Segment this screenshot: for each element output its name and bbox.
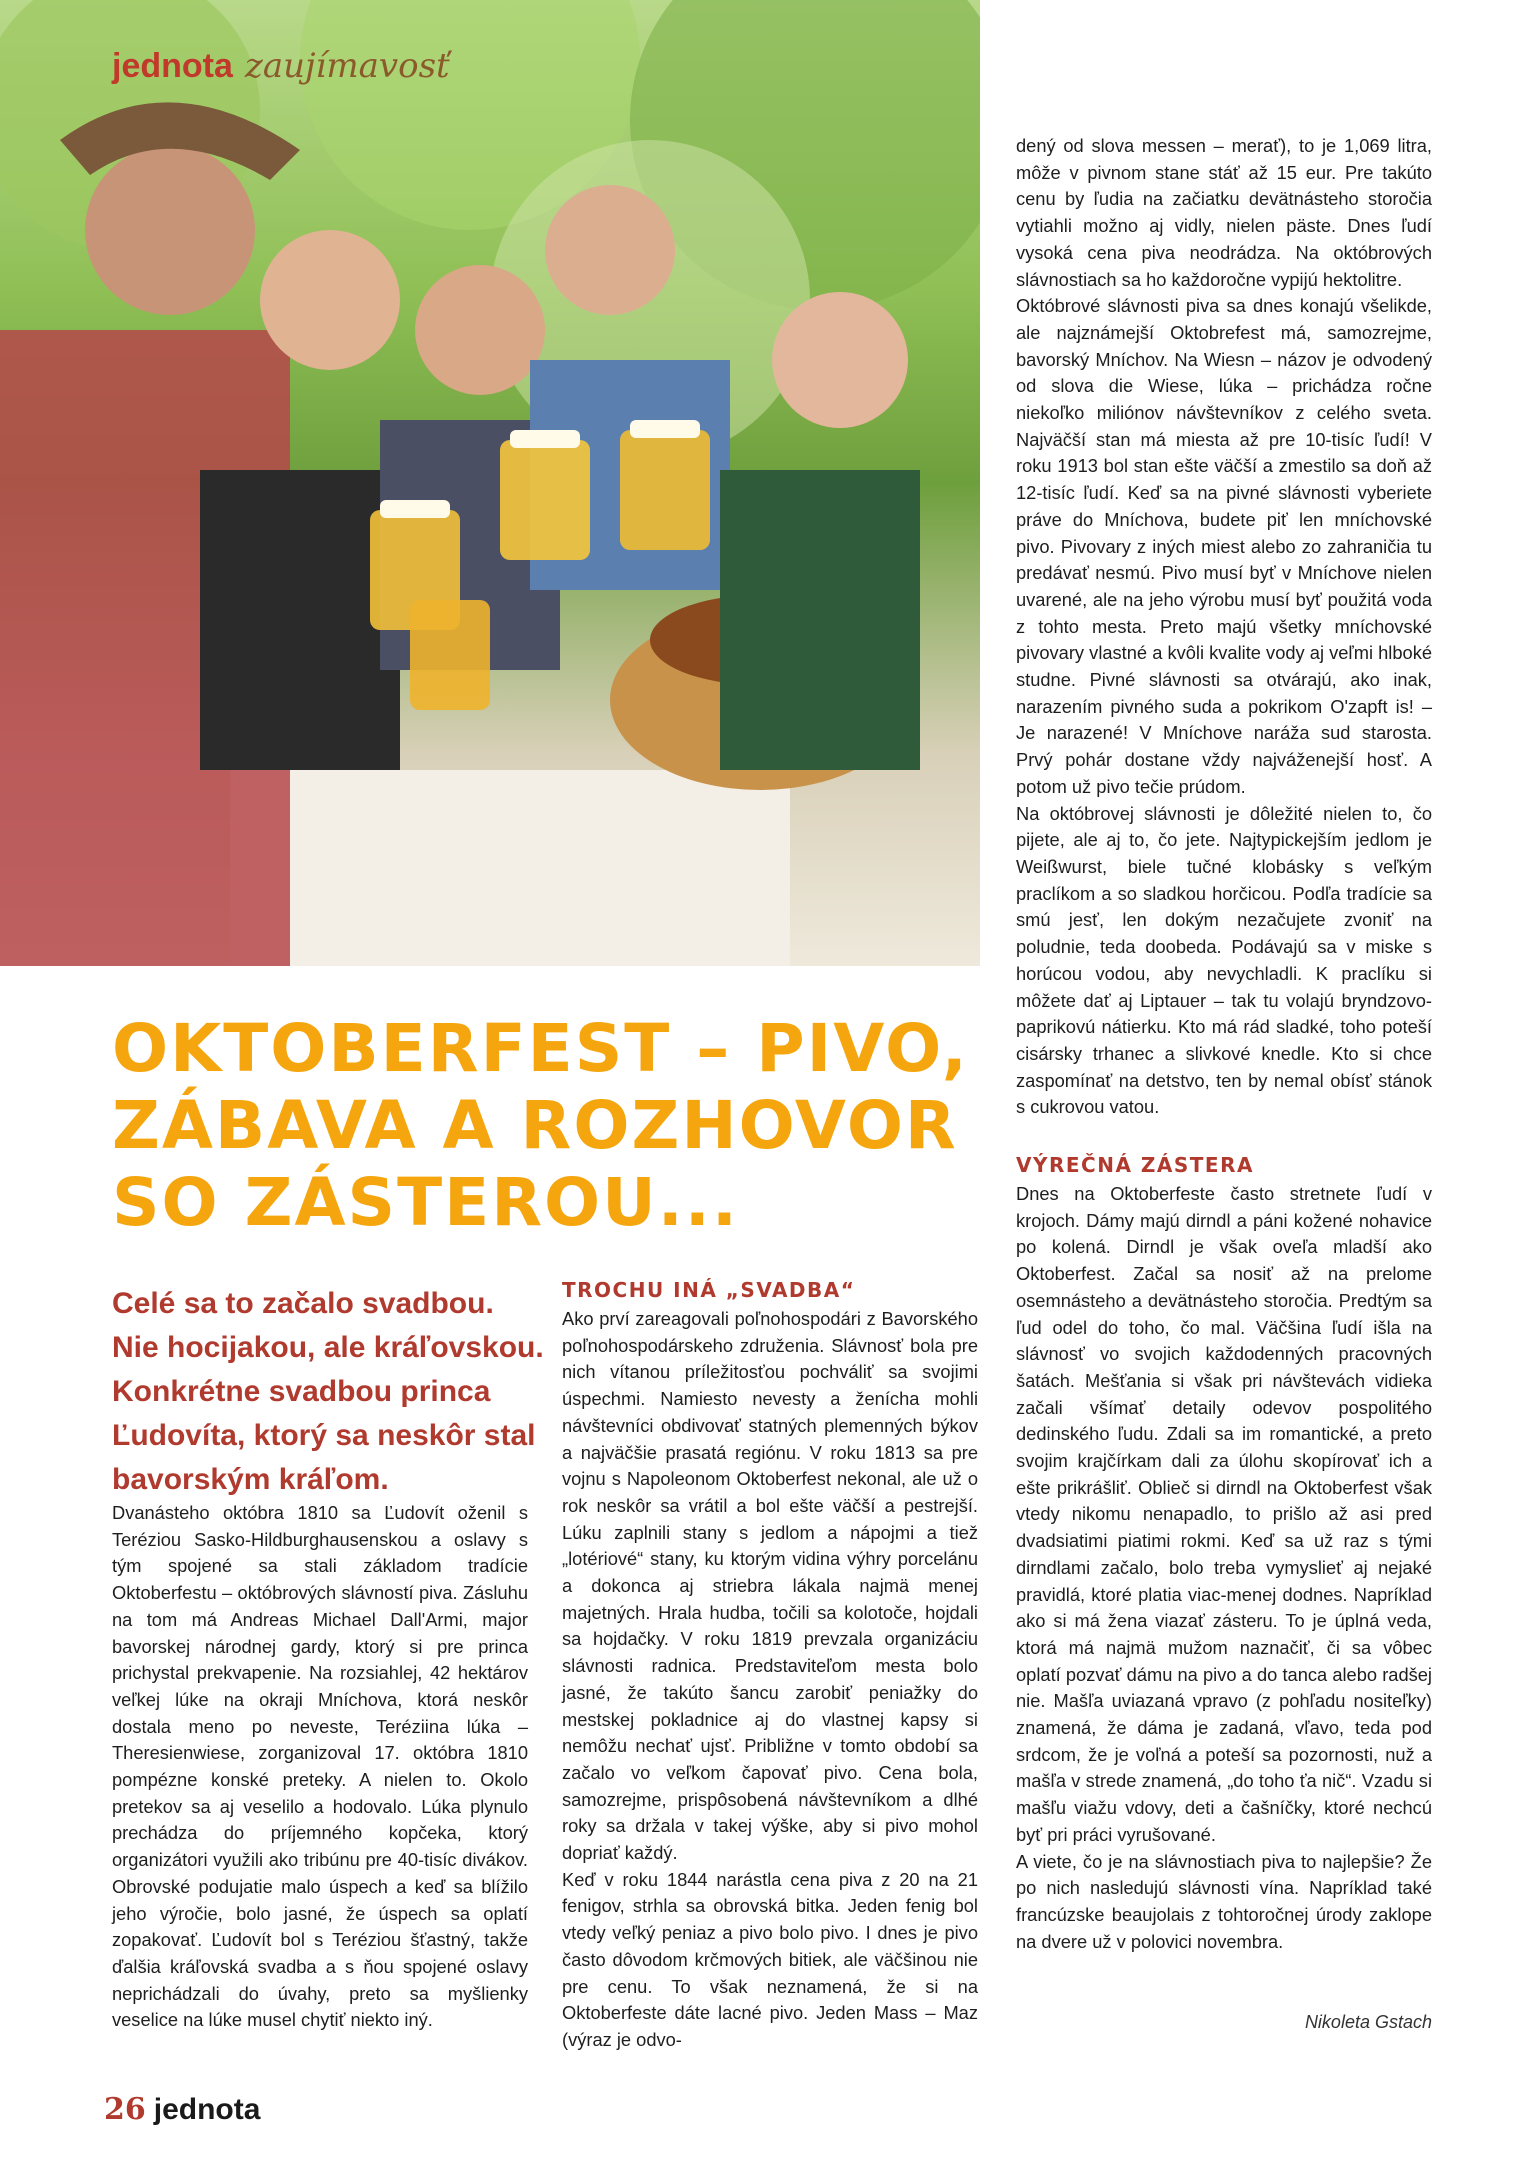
article-title bbox=[112, 1010, 992, 1241]
paragraph: Ako prví zareagovali poľnohospodári z Bavorského poľnohospodárskeho združenia. Slávnosť bola pre nich vítanou príležitosťou pochváliť sa svojimi úspechmi. Namiesto nevesty a ženícha mohli návštevníci obdivovať statných plemenných býkov a najväčšie prasatá regiónu. V roku 1813 sa pre vojnu s Napoleonom Oktoberfest nekonal, ale už o rok neskôr sa vrátil a bol ešte väčší a pestrejší. Lúku zaplnili stany s jedlom a nápojmi a tiež „lotériové“ stany, ku ktorým vidina výhry porcelánu a dokonca aj striebra lákala najmä menej majetných. Hrala hudba, točili sa kolotoče, hojdali sa hojdačky. V roku 1819 prevzala organizáciu slávnosti radnica. Predstaviteľom mesta bolo jasné, že takúto šancu zarobiť peniažky do mestskej pokladnice aj do vlastnej kapsy si nemôžu nechať ujsť. Približne v tomto období sa začalo vo veľkom čapovať pivo. Cena bola, samozrejme, prispôsobená návštevníkom a dlhé roky sa držala v takej výške, aby si pivo mohol dopriať každý. bbox=[562, 1308, 978, 1864]
footer-brand: jednota bbox=[153, 2093, 261, 2126]
title-line-2: ZÁBAVA A ROZHOVOR bbox=[112, 1087, 958, 1164]
title-line-3: SO ZÁSTEROU... bbox=[112, 1164, 739, 1241]
page-number: 26 bbox=[104, 2092, 146, 2127]
text-column-1 bbox=[112, 1500, 528, 2034]
page-footer bbox=[104, 2092, 260, 2127]
paragraph: Dnes na Oktoberfeste často stretnete ľudí v krojoch. Dámy majú dirndl a páni kožené nohavice po kolená. Dirndl je však oveľa mladší ako Oktoberfest. Začal sa nosiť až na prelome osemnásteho a devätnásteho storočia. Predtým sa ľud odel do toho, čo mal. Väčšina ľudí išla na slávnosť vo svojich každodenných pracovných šatách. Mešťania si však pri návštevách vidieka začali všímať detaily odevov pospolitého dedinského ľudu. Zdali sa im romantické, a preto svojim krajčírkam dali za úlohu skopírovať ich a ešte prikrášliť. Oblieč si dirndl na Oktoberfest však vtedy nikomu nenapadlo, to prišlo až asi pred dvadsiatimi piatimi rokmi. Keď sa už raz s tými dirndlami začalo, bolo treba vymyslieť aj nejaké pravidlá, ktoré platia viac-menej dodnes. Napríklad ako si má žena viazať zásteru. To je úplná veda, ktorá má najmä mužom naznačiť, či sa vôbec oplatí pozvať dámu na pivo a do tanca alebo radšej nie. Mašľa uviazaná vpravo (z pohľadu nositeľky) znamená, že dáma je zadaná, vľavo, teda pod srdcom, že je voľná a poteší sa pozornosti, nuž a mašľa v strede znamená, „do toho ťa nič“. Vzadu si mašľu viažu vdovy, deti a čašníčky, ktoré nechcú byť pri práci vyrušované. bbox=[1016, 1183, 1432, 1845]
lead-line-1: Celé sa to začalo svadbou. bbox=[112, 1287, 494, 1320]
subheading-svadba: TROCHU INÁ „SVADBA“ bbox=[562, 1278, 856, 1302]
subheading-zastera: VÝREČNÁ ZÁSTERA bbox=[1016, 1153, 1254, 1178]
paragraph: Októbrové slávnosti piva sa dnes konajú všelikde, ale najznámejší Oktobrefest má, samozrejme, bavorský Mníchov. Na Wiesn – názov je odvodený od slova die Wiese, lúka – prichádza ročne niekoľko miliónov návštevníkov z celého sveta. Najväčší stan má miesta až pre 10-tisíc ľudí! V roku 1913 bol stan ešte väčší a zmestilo sa doň až 12-tisíc ľudí. Keď sa na pivné slávnosti vyberiete práve do Mníchova, budete piť len mníchovské pivo. Pivovary z iných miest alebo zo zahraničia tu predávať nesmú. Pivo musí byť v Mníchove nielen uvarené, ale na jeho výrobu musí byť použitá voda z tohto mesta. Preto majú všetky mníchovské pivovary vlastné a kvôli kvalite vody aj veľmi hlboké studne. Pivné slávnosti sa otvárajú, ako inak, narazením pivného suda a pokrikom O'zapft is! – Je narazené! V Mníchove naráža sud starosta. Prvý pohár dostane vždy najváženejší hosť. A potom už pivo tečie prúdom. bbox=[1016, 295, 1432, 797]
page-header bbox=[112, 46, 450, 86]
header-section: zaujímavosť bbox=[244, 46, 450, 86]
paragraph: dený od slova messen – merať), to je 1,069 litra, môže v pivnom stane stáť až 15 eur. Pre takúto cenu by ľudia na začiatku devätnásteho storočia vytiahli možno aj vidly, nielen päste. Dnes ľudí vysoká cena piva neodrádza. Na októbrových slávnostiach sa ho každoročne vypijú hektolitre. bbox=[1016, 135, 1432, 290]
text-column-3 bbox=[1016, 133, 1432, 1955]
article-lead bbox=[112, 1282, 544, 1502]
lead-line-5: bavorským kráľom. bbox=[112, 1463, 389, 1496]
lead-line-3: Konkrétne svadbou princa bbox=[112, 1375, 491, 1408]
people-toasting-beer-photo-icon bbox=[0, 0, 980, 966]
paragraph: Keď v roku 1844 narástla cena piva z 20 na 21 fenigov, strhla sa obrovská bitka. Jeden fenig bol vtedy veľký peniaz a pivo bolo pivo. I dnes je pivo často dôvodom krčmových bitiek, ale väčšinou nie pre cenu. To však neznamená, že si na Oktoberfeste dáte lacné pivo. Jeden Mass – Maz (výraz je odvo- bbox=[562, 1868, 978, 2050]
paragraph: Na októbrovej slávnosti je dôležité nielen to, čo pijete, ale aj to, čo jete. Najtypickejším jedlom je Weißwurst, biele tučné klobásky s veľkým praclíkom a so sladkou horčicou. Podľa tradície sa smú jesť, len dokým nezačujete zvoniť na poludnie, teda doobeda. Podávajú sa v miske s horúcou vodou, aby nevychladli. K praclíku si môžete dať aj Liptauer – tak tu volajú bryndzovo-paprikovú nátierku. Kto má rád sladké, toho poteší cisársky trhanec a slivkové knedle. Kto si chce zaspomínať na detstvo, ten by nemal obísť stánok s cukrovou vatou. bbox=[1016, 802, 1432, 1118]
text-column-2 bbox=[562, 1276, 978, 2054]
lead-line-2: Nie hocijakou, ale kráľovskou. bbox=[112, 1331, 544, 1364]
lead-line-4: Ľudovíta, ktorý sa neskôr stal bbox=[112, 1419, 536, 1452]
paragraph: A viete, čo je na slávnostiach piva to najlepšie? Že po nich nasledujú slávnosti vína. Napríklad také francúzske beaujolais z tohtoročnej úrody zaklope na dvere už v polovici novembra. bbox=[1016, 1850, 1432, 1952]
oktoberfest-photo bbox=[0, 0, 980, 966]
paragraph: Dvanásteho októbra 1810 sa Ľudovít oženil s Teréziou Sasko-Hildburghausenskou a oslavy s tým spojené sa stali základom tradície Oktoberfestu – októbrových slávností piva. Zásluhu na tom má Andreas Michael Dall'Armi, major bavorskej národnej gardy, ktorý si pre princa prichystal prekvapenie. Na rozsiahlej, 42 hektárov veľkej lúke na okraji Mníchova, ktorá neskôr dostala meno po neveste, Teréziina lúka – Theresienwiese, zorganizoval 17. októbra 1810 pompézne konské preteky. A nielen to. Okolo pretekov sa aj veselilo a hodovalo. Lúka plynulo prechádza do príjemného kopčeka, ktorý organizátori využili ako tribúnu pre 40-tisíc divákov. Obrovské podujatie malo úspech a keď sa blížilo jeho výročie, bolo jasné, že úspech sa oplatí zopakovať. Ľudovít bol s Teréziou šťastný, takže ďalšia kráľovská svadba a s ňou spojené oslavy neprichádzali do úvahy, preto sa myšlienky veselice na lúke musel chytiť niekto iný. bbox=[112, 1502, 528, 2031]
article-author: Nikoleta Gstach bbox=[1304, 2012, 1432, 2032]
header-brand: jednota bbox=[112, 47, 233, 85]
title-line-1: OKTOBERFEST – PIVO, bbox=[112, 1010, 969, 1087]
